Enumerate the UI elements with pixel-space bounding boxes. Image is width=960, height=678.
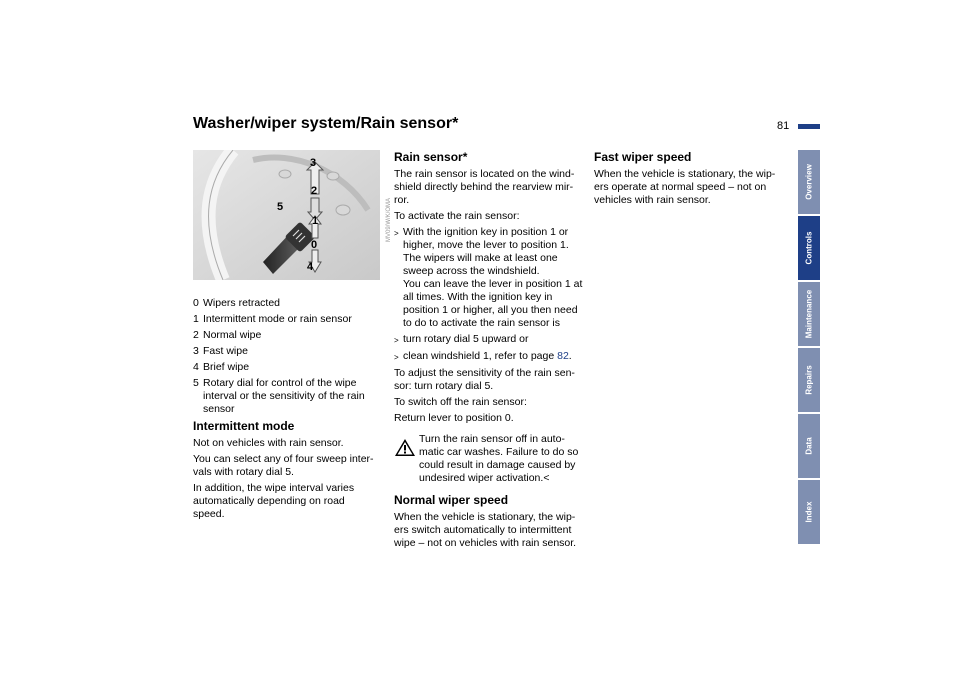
list-item: > turn rotary dial 5 upward or <box>394 333 529 345</box>
figure-legend <box>193 297 378 416</box>
bullet-arrow-icon: > <box>394 353 399 362</box>
rain-sensor-heading: Rain sensor* <box>394 150 468 164</box>
rain-sensor-steps <box>394 226 584 364</box>
wiper-lever-illustration <box>193 150 380 280</box>
tab-controls[interactable] <box>798 216 820 280</box>
page-title: Washer/wiper system/Rain sensor* <box>193 115 459 132</box>
figure-label-1: 1 <box>312 215 319 227</box>
rain-sensor-text: Return lever to position 0. <box>394 412 514 424</box>
intermittent-text: Not on vehicles with rain sensor. <box>193 437 344 449</box>
figure-label-2: 2 <box>311 185 318 197</box>
figure-label-4: 4 <box>307 261 314 273</box>
column-right <box>594 150 784 210</box>
legend-item: 0 Wipers retracted <box>193 297 281 309</box>
warning-note <box>394 433 584 485</box>
wiper-lever-figure <box>193 150 392 280</box>
legend-item: 1 Intermittent mode or rain sensor <box>193 313 352 325</box>
fast-speed-heading: Fast wiper speed <box>594 150 692 164</box>
bullet-arrow-icon: > <box>394 229 399 238</box>
rain-sensor-text: To adjust the sensitivity of the rain sen-sor: turn rotary dial 5. <box>394 367 575 392</box>
intermittent-heading: Intermittent mode <box>193 419 295 433</box>
list-item: > clean windshield 1, refer to page 82. <box>394 350 572 362</box>
tab-label: Repairs <box>804 365 814 395</box>
legend-item: 4 Brief wipe <box>193 361 250 373</box>
intermittent-text: In addition, the wipe interval varies automatically depending on road speed. <box>193 482 355 520</box>
figure-label-3: 3 <box>310 157 317 169</box>
figure-label-0: 0 <box>311 239 318 251</box>
tab-label: Index <box>804 501 814 523</box>
tab-label: Data <box>804 437 814 455</box>
column-left <box>193 150 392 524</box>
legend-item: 3 Fast wipe <box>193 345 248 357</box>
tab-maintenance[interactable] <box>798 282 820 346</box>
legend-item: 5 Rotary dial for control of the wipe interval or the sensitivity of the rain sensor <box>193 377 365 415</box>
rain-sensor-text: To activate the rain sensor: <box>394 210 520 222</box>
tab-repairs[interactable] <box>798 348 820 412</box>
tab-label: Maintenance <box>804 289 814 339</box>
rain-sensor-text: The rain sensor is located on the wind-shield directly behind the rearview mir-ror. <box>394 168 575 206</box>
figure-label-5: 5 <box>277 201 284 213</box>
intermittent-text: You can select any of four sweep inter-vals with rotary dial 5. <box>193 453 374 478</box>
tab-label: Overview <box>804 164 814 200</box>
tab-overview[interactable] <box>798 150 820 214</box>
end-mark: < <box>543 472 550 484</box>
page-number: 81 <box>777 120 790 132</box>
rain-sensor-text: To switch off the rain sensor: <box>394 396 527 408</box>
list-item: > With the ignition key in position 1 or higher, move the lever to position 1. The wipers will make at least one sweep across the windshield. You can leave the lever in position 1 at all times. With the ignition key in position 1 or higher, all you then need to do to activate the rain sensor is <box>394 226 583 329</box>
legend-item: 2 Normal wipe <box>193 329 262 341</box>
bullet-arrow-icon: > <box>394 336 399 345</box>
normal-speed-text: When the vehicle is stationary, the wip-ers switch automatically to intermittent wipe – not on vehicles with rain sensor. <box>394 511 577 549</box>
tab-index[interactable] <box>798 480 820 544</box>
column-middle <box>394 150 584 553</box>
page-link[interactable]: 82 <box>557 350 569 362</box>
figure-code: MV09/W/K/OMA <box>386 197 392 242</box>
normal-speed-heading: Normal wiper speed <box>394 493 509 507</box>
fast-speed-text: When the vehicle is stationary, the wip-ers operate at normal speed – not on vehicles with rain sensor. <box>594 168 776 206</box>
section-tabs <box>798 150 820 546</box>
page-number-bar <box>798 124 820 129</box>
tab-label: Controls <box>804 231 814 265</box>
warning-icon <box>394 437 416 457</box>
warning-text: Turn the rain sensor off in auto-matic car washes. Failure to do so could result in damage caused by undesired wiper activation. <box>419 433 579 484</box>
tab-data[interactable] <box>798 414 820 478</box>
